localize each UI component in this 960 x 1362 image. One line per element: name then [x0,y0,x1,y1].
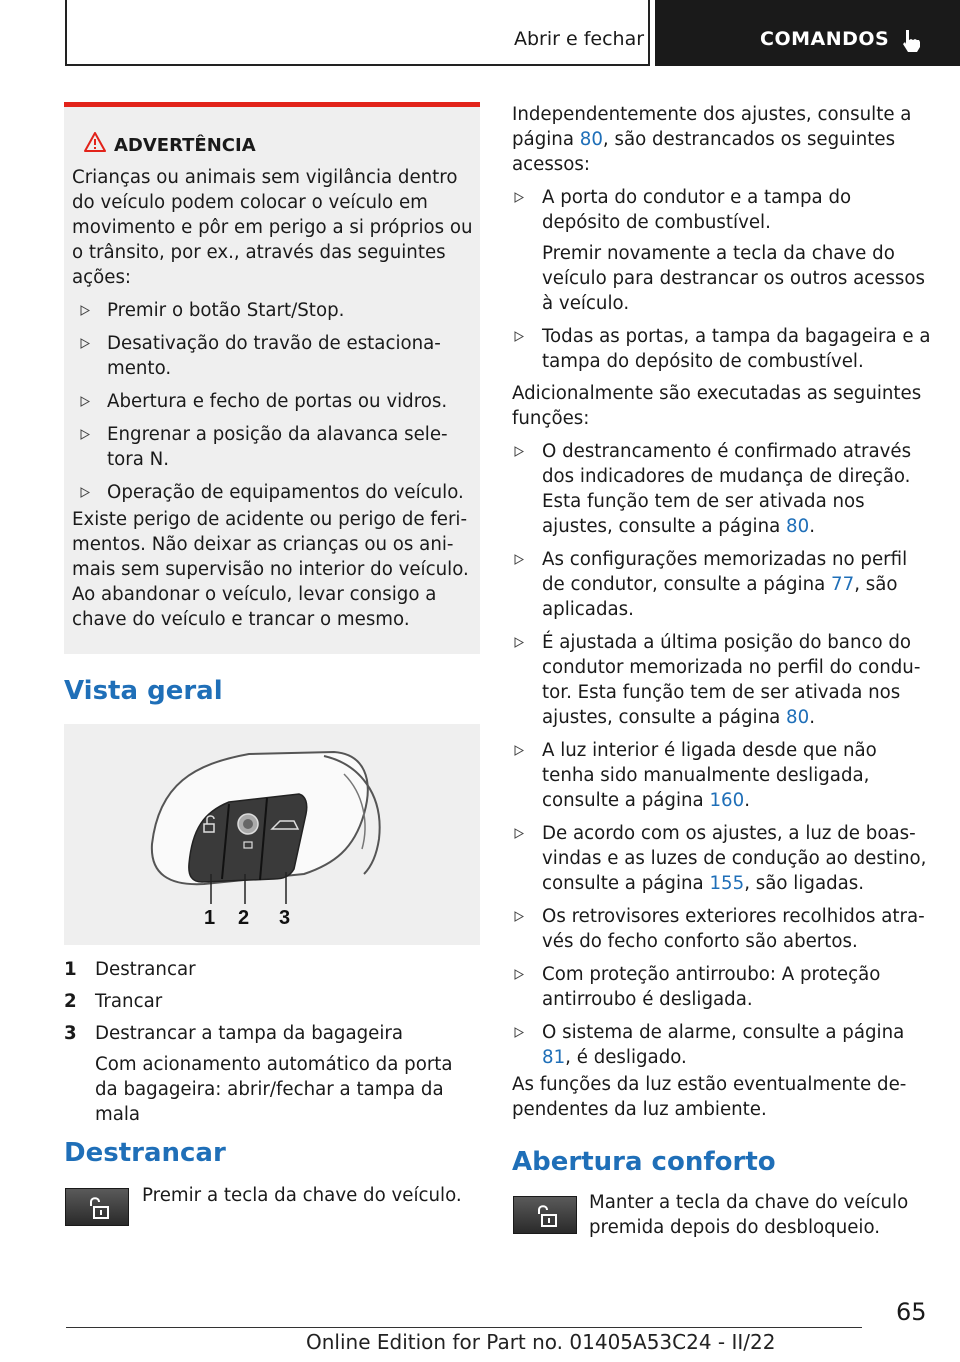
warning-title: ADVERTÊNCIA [114,135,256,156]
unlock-icon [88,1196,110,1220]
page-link[interactable]: 80 [579,129,603,150]
bullet-triangle-icon [514,331,524,342]
list-item-text: A porta do condutor e a tampa do depósito de combustível. [542,187,852,233]
legend-item [64,1021,480,1127]
bullet-triangle-icon [514,637,524,648]
pointing-hand-icon [898,28,924,54]
legend-text: Trancar [95,991,163,1012]
list-item [512,324,932,374]
list-item [512,630,932,730]
page-link[interactable]: 155 [709,873,745,894]
access-intro [512,102,932,177]
bullet-triangle-icon [514,1027,524,1038]
list-item-text: O destrancamento é confirmado através dos indicadores de mudança de direção. Esta função tem de ser ativada nos ajustes, consulte a página [542,441,912,537]
list-item-text: . [744,790,750,811]
chapter-tab[interactable] [655,0,960,66]
list-item-text: , são ligadas. [744,873,865,894]
list-item [512,821,932,896]
list-item-text: Premir o botão Start/Stop. [107,300,345,321]
intro-text: , são destrancados os seguintes acessos: [512,129,896,175]
list-item-text: . [809,707,815,728]
page-link[interactable]: 77 [831,574,855,595]
warning-triangle-icon [84,132,106,152]
list-item-text: Todas as portas, a tampa da bagageira e a tampa do depósito de combustível. [542,326,931,372]
section-heading-overview: Vista geral [64,676,223,706]
unlock-icon [536,1204,558,1228]
list-item [72,480,474,505]
list-item-text: , são aplicadas. [542,574,898,620]
warning-intro: Crianças ou animais sem vigilância dentro do veículo podem colocar o veículo em movimento e pôr em perigo a si próprios ou o trânsito, por ex., através das seguintes ações: [72,167,473,288]
light-note: As funções da luz estão eventualmente dependentes da luz ambiente. [512,1074,907,1120]
list-item [72,331,474,381]
car-key-image [64,724,480,945]
list-item-subtext: Premir novamente a tecla da chave do veículo para destrancar os outros acessos à veículo. [542,243,926,314]
bullet-triangle-icon [514,969,524,980]
bullet-triangle-icon [514,745,524,756]
legend-number: 1 [64,959,77,980]
page-number: 65 [896,1298,927,1326]
functions-list [512,439,932,1078]
bullet-triangle-icon [80,338,90,349]
key-legend [64,957,480,1134]
list-item-text: Engrenar a posição da alavanca seletora N. [107,424,448,470]
list-item [512,1020,932,1070]
page-link[interactable]: 160 [709,790,745,811]
page-link[interactable]: 80 [786,707,810,728]
bullet-triangle-icon [80,487,90,498]
warning-box [64,102,480,654]
list-item-text: Os retrovisores exteriores recolhidos através do fecho conforto são abertos. [542,906,925,952]
intro-text: Independentemente dos ajustes, consulte a página [512,104,912,150]
list-item [72,422,474,472]
legend-number: 2 [64,991,77,1012]
list-item-text: . [809,516,815,537]
list-item-text: Abertura e fecho de portas ou vidros. [107,391,448,412]
bullet-triangle-icon [514,554,524,565]
section-heading-comfort-opening: Abertura conforto [512,1147,776,1177]
list-item [512,185,932,316]
list-item [512,904,932,954]
list-item-text: Com proteção antirroubo: A proteção antirroubo é desligada. [542,964,881,1010]
list-item-text: O sistema de alarme, consulte a página [542,1022,905,1043]
list-item [72,389,474,414]
image-label-3: 3 [279,907,291,929]
bullet-triangle-icon [514,828,524,839]
bullet-triangle-icon [514,446,524,457]
functions-intro: Adicionalmente são executadas as seguintes funções: [512,383,922,429]
car-key-illustration [64,724,480,945]
legend-item [64,989,480,1014]
list-item-text: De acordo com os ajustes, a luz de boas-vindas e as luzes de condução ao destino, consulte a página [542,823,927,894]
legend-number: 3 [64,1023,77,1044]
list-item-text: A luz interior é ligada desde que não tenha sido manualmente desligada, consulte a página [542,740,877,811]
bullet-triangle-icon [80,429,90,440]
bullet-triangle-icon [80,396,90,407]
legend-text: Destrancar [95,959,196,980]
unlock-button-image [65,1188,129,1226]
legend-subtext: Com acionamento automático da porta da bagageira: abrir/fechar a tampa da mala [95,1054,453,1125]
image-label-2: 2 [238,907,250,929]
list-item-text: , é desligado. [565,1047,687,1068]
list-item [512,962,932,1012]
image-label-1: 1 [204,907,216,929]
list-item [512,547,932,622]
access-list [512,185,932,382]
comfort-instruction: Manter a tecla da chave do veículo premida depois do desbloqueio. [589,1192,909,1238]
bullet-triangle-icon [514,192,524,203]
header-section-title: Abrir e fechar [514,28,645,50]
warning-outro: Existe perigo de acidente ou perigo de ferimentos. Não deixar as crianças ou os animais sem supervisão no interior do veículo. Ao abandonar o veículo, levar consigo a chave do veículo e trancar o mesmo. [72,509,469,630]
list-item-text: Desativação do travão de estacionamento. [107,333,441,379]
comfort-unlock-button-image [513,1196,577,1234]
warning-list [72,298,474,513]
list-item [512,439,932,539]
footer-edition: Online Edition for Part no. 01405A53C24 - II/22 [306,1330,776,1354]
section-heading-unlock: Destrancar [64,1138,226,1168]
bullet-triangle-icon [514,911,524,922]
list-item [512,738,932,813]
page-link[interactable]: 81 [542,1047,566,1068]
list-item [72,298,474,323]
list-item-text: Operação de equipamentos do veículo. [107,482,464,503]
legend-text: Destrancar a tampa da bagageira [95,1023,404,1044]
page-link[interactable]: 80 [786,516,810,537]
legend-item [64,957,480,982]
footer-divider [66,1327,862,1328]
list-item-text: É ajustada a última posição do banco do condutor memorizada no perfil do condutor. Esta função tem de ser ativada nos ajustes, consulte a página [542,632,921,728]
chapter-tab-label: COMANDOS [760,28,890,50]
list-item-text: As configurações memorizadas no perfil de condutor, consulte a página [542,549,908,595]
unlock-instruction: Premir a tecla da chave do veículo. [142,1185,462,1206]
bullet-triangle-icon [80,305,90,316]
